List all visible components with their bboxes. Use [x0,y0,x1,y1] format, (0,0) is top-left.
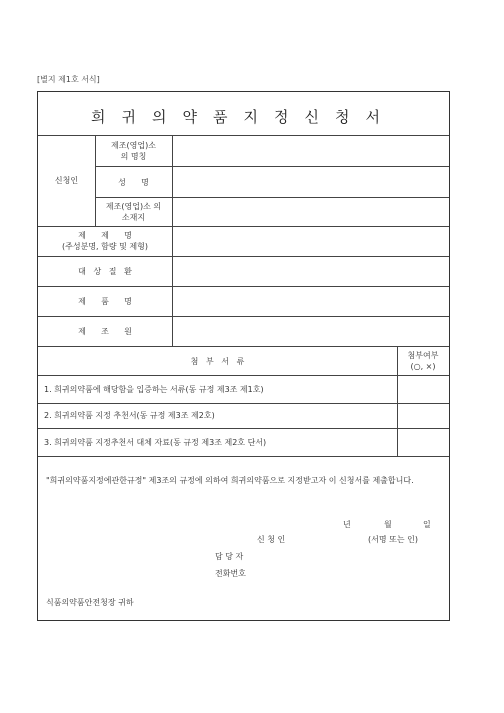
attachment-check-header: 첨부여부 (○, ×) [407,351,439,371]
target-disease-label: 대 상 질 환 [78,267,132,276]
form-number-label: [별지 제1호 서식] [37,75,100,84]
attachment-check-3[interactable] [398,429,449,456]
attachment-item-2: 2. 희귀의약품 지정 추천서(동 규정 제3조 제2호) [44,411,215,420]
section-divider [38,456,449,457]
row-divider [38,403,449,404]
attachment-item-3: 3. 희귀의약품 지정추천서 대체 자료(동 규정 제3조 제2호 단서) [44,438,267,447]
facility-address-field[interactable] [173,198,449,226]
row-divider [38,375,449,376]
phone-label: 전화번호 [215,569,246,578]
product-ingredient-label: 제 제 명 (주성분명, 함량 및 제형) [62,231,148,251]
name-label: 성 명 [118,178,149,187]
declaration-text: "희귀의약품지정에관한규정" 제3조의 규정에 의하여 희귀의약품으로 지정받고자 이 신청서를 제출합니다. [46,476,414,485]
phone-field[interactable] [253,566,363,579]
product-ingredient-field[interactable] [173,227,449,256]
attachment-item-1: 1. 희귀의약품에 해당함을 입증하는 서류(동 규정 제3조 제1호) [44,385,264,394]
facility-address-label: 제조(영업)소 의 소재지 [105,202,162,222]
date-day: 일 [423,520,431,529]
facility-name-label: 제조(영업)소 의 명칭 [111,141,156,161]
row-divider [38,428,449,429]
contact-field[interactable] [253,549,363,562]
contact-label: 담 당 자 [215,552,244,561]
signature-note: (서명 또는 인) [368,535,418,544]
manufacturer-field[interactable] [173,317,449,346]
signer-field[interactable] [293,532,363,545]
applicant-group-label: 신청인 [54,176,79,185]
attachments-header: 첨 부 서 류 [190,357,245,366]
manufacturer-label: 제 조 원 [78,327,132,336]
form-title: 희귀의약품지정신청서 [91,108,396,126]
date-year: 년 [343,520,351,529]
signer-label: 신 청 인 [257,535,286,544]
addressee: 식품의약품안전청장 귀하 [46,598,134,607]
attachment-check-1[interactable] [398,376,449,403]
product-name-label: 제 품 명 [78,297,132,306]
facility-name-field[interactable] [173,136,449,166]
product-name-field[interactable] [173,287,449,316]
section-divider [38,346,449,347]
name-field[interactable] [173,167,449,197]
date-month: 월 [384,520,392,529]
target-disease-field[interactable] [173,257,449,286]
attachment-check-2[interactable] [398,404,449,428]
application-form [37,91,450,621]
